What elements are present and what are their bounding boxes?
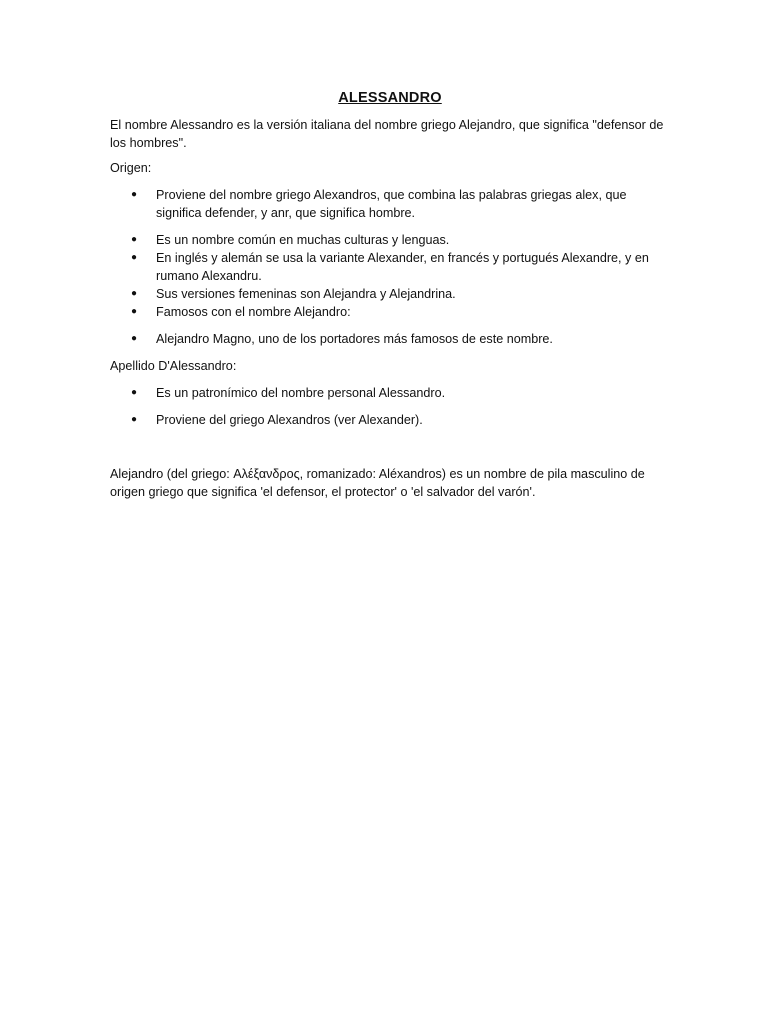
surname-list <box>110 384 670 429</box>
surname-label: Apellido D'Alessandro: <box>110 359 237 373</box>
list-item <box>110 330 670 348</box>
bullet-icon: ● <box>131 288 138 299</box>
bullet-icon: ● <box>131 414 138 425</box>
list-item-text: Es un nombre común en muchas culturas y lenguas. <box>156 233 450 247</box>
list-item <box>110 285 670 303</box>
list-item-text: En inglés y alemán se usa la variante Alexander, en francés y portugués Alexandre, y en rumano Alexandru. <box>156 251 649 283</box>
list-item <box>110 186 670 222</box>
bullet-icon: ● <box>131 333 138 344</box>
list-item-text: Proviene del nombre griego Alexandros, que combina las palabras griegas alex, que significa defender, y anr, que significa hombre. <box>156 188 627 220</box>
list-item-text: Alejandro Magno, uno de los portadores más famosos de este nombre. <box>156 332 553 346</box>
bullet-icon: ● <box>131 252 138 263</box>
list-item <box>110 249 670 285</box>
bullet-icon: ● <box>131 189 138 200</box>
document-page <box>110 88 670 501</box>
bullet-icon: ● <box>131 234 138 245</box>
intro-paragraph: El nombre Alessandro es la versión italiana del nombre griego Alejandro, que significa "defensor de los hombres". <box>110 118 664 150</box>
document-title: ALESSANDRO <box>338 90 442 106</box>
list-item-text: Famosos con el nombre Alejandro: <box>156 305 351 319</box>
list-item <box>110 231 670 249</box>
bullet-icon: ● <box>131 306 138 317</box>
list-item <box>110 411 670 429</box>
list-item <box>110 303 670 321</box>
origin-label: Origen: <box>110 161 152 175</box>
list-item-text: Sus versiones femeninas son Alejandra y Alejandrina. <box>156 287 456 301</box>
final-paragraph: Alejandro (del griego: Αλέξανδρος, romanizado: Aléxandros) es un nombre de pila masculino de origen griego que significa 'el defensor, el protector' o 'el salvador del varón'. <box>110 467 645 499</box>
bullet-icon: ● <box>131 387 138 398</box>
list-item-text: Proviene del griego Alexandros (ver Alexander). <box>156 413 423 427</box>
list-item-text: Es un patronímico del nombre personal Alessandro. <box>156 386 446 400</box>
origin-list <box>110 186 670 348</box>
list-item <box>110 384 670 402</box>
